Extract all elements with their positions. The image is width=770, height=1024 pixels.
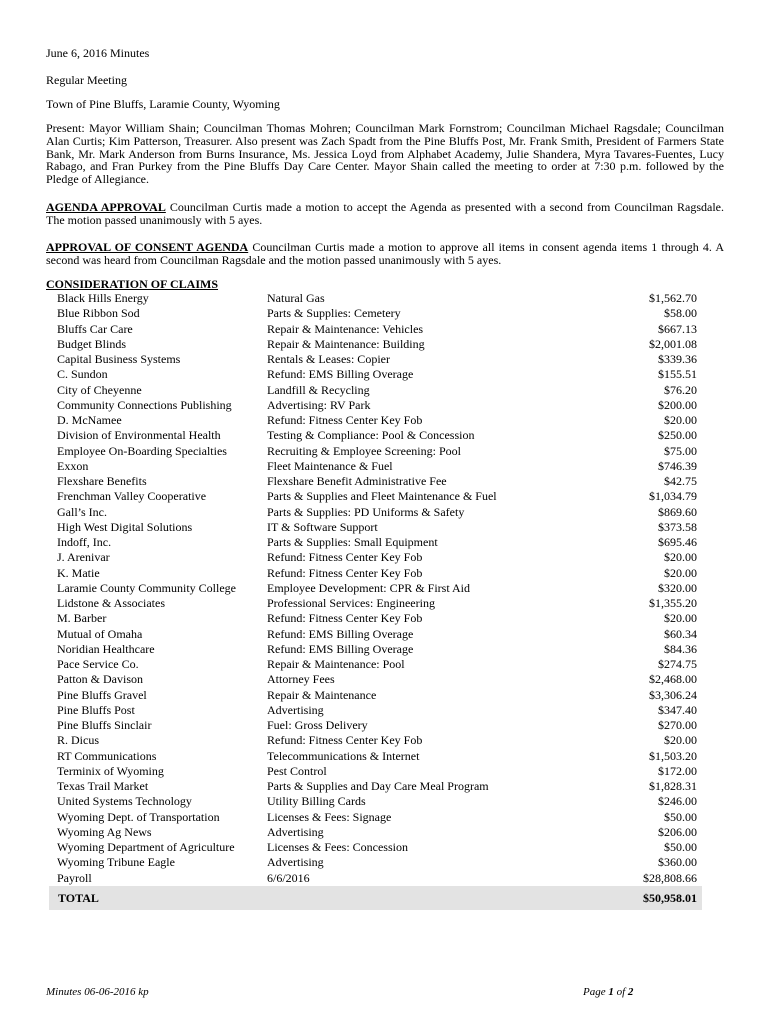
- claim-vendor: Patton & Davison: [57, 672, 143, 687]
- claim-row: [57, 764, 697, 779]
- claim-amount: $1,355.20: [649, 596, 697, 610]
- claim-row: [57, 489, 697, 504]
- claim-vendor: Terminix of Wyoming: [57, 763, 164, 778]
- claim-amount: $360.00: [658, 855, 697, 870]
- claim-amount: $1,034.79: [649, 489, 697, 504]
- agenda-approval-heading: AGENDA APPROVAL: [46, 200, 166, 214]
- meeting-type: Regular Meeting: [46, 73, 127, 87]
- claim-description: Advertising: RV Park: [267, 397, 371, 412]
- claim-description: Parts & Supplies and Fleet Maintenance & Fuel: [267, 489, 497, 504]
- consent-agenda-heading: APPROVAL OF CONSENT AGENDA: [46, 240, 249, 254]
- claim-vendor: D. McNamee: [57, 413, 122, 427]
- claim-vendor: Laramie County Community College: [57, 580, 236, 595]
- claim-row: [57, 428, 697, 443]
- claim-row: [57, 825, 697, 840]
- claim-description: Licenses & Fees: Concession: [267, 840, 408, 854]
- claim-vendor: Payroll: [57, 870, 92, 885]
- claim-vendor: Division of Environmental Health: [57, 428, 221, 443]
- claim-row: [57, 779, 697, 794]
- total-amount: $50,958.01: [643, 891, 697, 905]
- claim-description: 6/6/2016: [267, 870, 310, 885]
- claim-row: [57, 718, 697, 733]
- claim-vendor: R. Dicus: [57, 733, 99, 748]
- claim-row: [57, 337, 697, 352]
- claim-amount: $869.60: [658, 504, 697, 519]
- date-line: June 6, 2016 Minutes: [46, 46, 150, 60]
- claim-description: Repair & Maintenance: Pool: [267, 657, 405, 671]
- claim-vendor: Noridian Healthcare: [57, 641, 155, 656]
- claim-description: Flexshare Benefit Administrative Fee: [267, 474, 447, 488]
- claim-amount: $746.39: [658, 458, 697, 473]
- claim-amount: $50.00: [664, 840, 697, 854]
- claim-row: [57, 642, 697, 657]
- claim-vendor: United Systems Technology: [57, 794, 192, 809]
- claim-vendor: C. Sundon: [57, 367, 108, 382]
- claim-vendor: Budget Blinds: [57, 336, 127, 351]
- total-label: TOTAL: [58, 891, 99, 905]
- claim-description: Landfill & Recycling: [267, 382, 370, 397]
- claim-row: [57, 535, 697, 550]
- claim-row: [57, 871, 697, 886]
- claim-description: Natural Gas: [267, 291, 325, 305]
- claim-description: Refund: Fitness Center Key Fob: [267, 733, 423, 748]
- claim-amount: $20.00: [664, 611, 697, 626]
- claim-vendor: J. Arenivar: [57, 550, 110, 565]
- claim-row: [57, 550, 697, 565]
- claim-description: Repair & Maintenance: Vehicles: [267, 321, 424, 336]
- claim-vendor: Bluffs Car Care: [57, 321, 133, 336]
- claim-row: [57, 855, 697, 870]
- claim-description: Refund: EMS Billing Overage: [267, 626, 414, 641]
- footer-document-id: Minutes 06-06-2016 kp: [46, 986, 149, 998]
- claim-amount: $172.00: [658, 763, 697, 778]
- claim-amount: $339.36: [658, 352, 697, 366]
- claim-description: Recruiting & Employee Screening: Pool: [267, 443, 461, 458]
- town-line: Town of Pine Bluffs, Laramie County, Wyoming: [46, 97, 280, 111]
- claim-description: Refund: Fitness Center Key Fob: [267, 611, 423, 626]
- claim-vendor: Gall’s Inc.: [57, 504, 107, 519]
- claim-amount: $50.00: [664, 809, 697, 824]
- claim-description: Testing & Compliance: Pool & Concession: [267, 428, 475, 443]
- claim-row: [57, 367, 697, 382]
- agenda-approval-paragraph: [46, 201, 724, 227]
- claim-description: Fuel: Gross Delivery: [267, 718, 368, 732]
- claim-vendor: K. Matie: [57, 565, 100, 580]
- claim-row: [57, 322, 697, 337]
- claim-amount: $2,468.00: [649, 672, 697, 687]
- claim-row: [57, 688, 697, 703]
- claim-description: Refund: Fitness Center Key Fob: [267, 565, 423, 580]
- agenda-approval-text: Councilman Curtis made a motion to accept the Agenda as presented with a second from Councilman Ragsdale. The motion passed unanimously with 5 ayes.: [46, 200, 725, 227]
- claim-vendor: Wyoming Dept. of Transportation: [57, 809, 220, 824]
- claim-vendor: Indoff, Inc.: [57, 535, 112, 549]
- claim-amount: $84.36: [664, 641, 697, 656]
- claim-amount: $28,808.66: [643, 871, 697, 887]
- claim-description: Refund: Fitness Center Key Fob: [267, 413, 423, 427]
- claim-vendor: Capital Business Systems: [57, 352, 181, 366]
- claim-vendor: Flexshare Benefits: [57, 474, 147, 488]
- claim-vendor: High West Digital Solutions: [57, 519, 193, 534]
- claim-amount: $1,562.70: [649, 291, 697, 305]
- claim-amount: $155.51: [658, 367, 697, 382]
- claim-amount: $3,306.24: [649, 687, 697, 702]
- claim-row: [57, 291, 697, 306]
- claim-row: [57, 306, 697, 321]
- claim-amount: $76.20: [664, 382, 697, 397]
- claim-amount: $695.46: [658, 535, 697, 549]
- claim-amount: $20.00: [664, 565, 697, 580]
- claim-vendor: Pine Bluffs Gravel: [57, 687, 147, 702]
- claim-amount: $75.00: [664, 443, 697, 458]
- claim-row: [57, 657, 697, 672]
- claim-row: [57, 474, 697, 489]
- claim-row: [57, 749, 697, 764]
- claim-row: [57, 611, 697, 626]
- claim-vendor: Pine Bluffs Sinclair: [57, 718, 152, 732]
- claim-description: Refund: EMS Billing Overage: [267, 367, 414, 382]
- claim-amount: $270.00: [658, 718, 697, 732]
- claim-description: Telecommunications & Internet: [267, 748, 420, 763]
- claim-amount: $60.34: [664, 626, 697, 641]
- claim-vendor: Pace Service Co.: [57, 657, 139, 671]
- claim-amount: $320.00: [658, 580, 697, 595]
- claim-row: [57, 383, 697, 398]
- claim-amount: $206.00: [658, 824, 697, 839]
- claim-vendor: M. Barber: [57, 611, 107, 626]
- claim-row: [57, 840, 697, 855]
- claim-vendor: Community Connections Publishing: [57, 397, 232, 412]
- claim-amount: $667.13: [658, 321, 697, 336]
- claim-row: [57, 581, 697, 596]
- claim-amount: $250.00: [658, 428, 697, 443]
- claim-row: [57, 733, 697, 748]
- claim-vendor: Blue Ribbon Sod: [57, 306, 140, 321]
- claim-description: Advertising: [267, 824, 324, 839]
- claim-description: Parts & Supplies: PD Uniforms & Safety: [267, 504, 465, 519]
- claim-row: [57, 627, 697, 642]
- claim-description: Fleet Maintenance & Fuel: [267, 458, 393, 473]
- consent-agenda-text: Councilman Curtis made a motion to approve all items in consent agenda items 1 through 4. A second was heard from Councilman Ragsdale and the motion passed unanimously with 5 ayes.: [46, 240, 724, 267]
- page-current: 1: [608, 986, 614, 998]
- claim-amount: $42.75: [664, 474, 697, 488]
- claim-description: Attorney Fees: [267, 672, 335, 687]
- claim-amount: $1,503.20: [649, 748, 697, 763]
- claim-row: [57, 810, 697, 825]
- claim-row: [57, 672, 697, 687]
- page-total: 2: [627, 986, 634, 998]
- claim-row: [57, 596, 697, 611]
- total-row: [49, 886, 702, 910]
- claim-description: Parts & Supplies: Cemetery: [267, 306, 401, 321]
- page-prefix: Page: [583, 986, 609, 998]
- claim-description: Refund: Fitness Center Key Fob: [267, 550, 423, 565]
- claim-vendor: Texas Trail Market: [57, 779, 149, 793]
- claim-amount: $347.40: [658, 702, 697, 717]
- footer-page-number: [583, 986, 633, 998]
- claim-description: Repair & Maintenance: [267, 687, 377, 702]
- claim-amount: $20.00: [664, 550, 697, 565]
- claim-row: [57, 398, 697, 413]
- claim-amount: $58.00: [664, 306, 697, 321]
- claim-description: Parts & Supplies and Day Care Meal Program: [267, 779, 489, 793]
- claim-amount: $20.00: [664, 413, 697, 427]
- claim-row: [57, 459, 697, 474]
- claim-row: [57, 703, 697, 718]
- page-sep: of: [613, 986, 628, 998]
- claim-amount: $246.00: [658, 794, 697, 809]
- claim-vendor: Black Hills Energy: [57, 291, 149, 305]
- claim-vendor: Lidstone & Associates: [57, 596, 165, 610]
- claim-description: Advertising: [267, 702, 324, 717]
- claim-row: [57, 413, 697, 428]
- claim-vendor: Pine Bluffs Post: [57, 702, 135, 717]
- consent-agenda-paragraph: [46, 241, 724, 267]
- claims-table: [57, 291, 697, 886]
- claim-row: [57, 566, 697, 581]
- claim-description: Repair & Maintenance: Building: [267, 336, 425, 351]
- claim-description: Refund: EMS Billing Overage: [267, 641, 414, 656]
- claim-description: Advertising: [267, 855, 324, 870]
- claim-row: [57, 520, 697, 535]
- claim-vendor: RT Communications: [57, 748, 157, 763]
- claim-vendor: City of Cheyenne: [57, 382, 142, 397]
- claim-amount: $20.00: [664, 733, 697, 748]
- claim-vendor: Employee On-Boarding Specialties: [57, 443, 227, 458]
- claim-row: [57, 505, 697, 520]
- claim-description: Employee Development: CPR & First Aid: [267, 580, 470, 595]
- claim-vendor: Wyoming Ag News: [57, 824, 152, 839]
- claim-amount: $1,828.31: [649, 779, 697, 793]
- claim-amount: $274.75: [658, 657, 697, 671]
- claim-vendor: Mutual of Omaha: [57, 626, 143, 641]
- claim-row: [57, 444, 697, 459]
- claim-description: Professional Services: Engineering: [267, 596, 435, 610]
- claim-vendor: Exxon: [57, 458, 89, 473]
- claim-description: IT & Software Support: [267, 519, 378, 534]
- claim-row: [57, 352, 697, 367]
- claim-description: Utility Billing Cards: [267, 794, 366, 809]
- present-paragraph: Present: Mayor William Shain; Councilman Thomas Mohren; Councilman Mark Fornstrom; Councilman Michael Ragsdale; Councilman Alan Curtis; Kim Patterson, Treasurer. Also present was Zach Spadt from the Pine Bluffs Post, Mr. Frank Smith, President of Farmers State Bank, Mr. Mark Anderson from Burns Insurance, Ms. Jessica Loyd from Alphabet Academy, Julie Shandera, Myra Tavares-Fuentes, Lucy Rabago, and Fran Purkey from the Pine Bluffs Day Care Center. Mayor Shain called the meeting to order at 7:30 p.m. followed by the Pledge of Allegiance.: [46, 121, 724, 187]
- claim-vendor: Frenchman Valley Cooperative: [57, 489, 207, 504]
- claim-amount: $2,001.08: [649, 336, 697, 351]
- claim-description: Parts & Supplies: Small Equipment: [267, 535, 438, 549]
- claim-vendor: Wyoming Department of Agriculture: [57, 840, 235, 854]
- claim-vendor: Wyoming Tribune Eagle: [57, 855, 175, 870]
- claim-description: Rentals & Leases: Copier: [267, 352, 390, 366]
- claim-description: Licenses & Fees: Signage: [267, 809, 392, 824]
- claims-heading: CONSIDERATION OF CLAIMS: [46, 277, 219, 291]
- claim-amount: $200.00: [658, 397, 697, 412]
- claim-description: Pest Control: [267, 763, 327, 778]
- claim-row: [57, 794, 697, 809]
- claim-amount: $373.58: [658, 519, 697, 534]
